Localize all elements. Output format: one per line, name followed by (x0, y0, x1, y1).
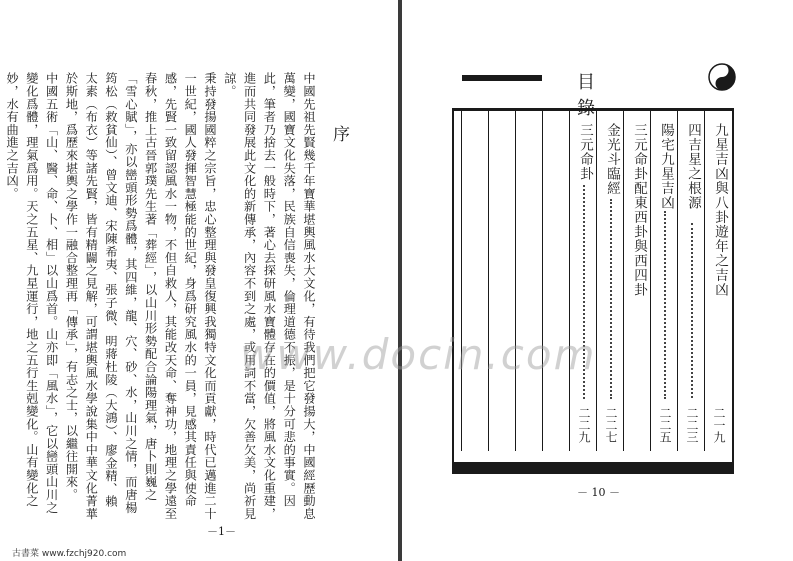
toc-entry-page: 二二三 (685, 407, 699, 443)
toc-entry-title: 陽宅九星吉凶 (658, 123, 674, 210)
toc-column (569, 111, 597, 451)
contents-page (402, 0, 793, 561)
toc-entry-page: 二二五 (658, 407, 672, 443)
preface-body (5, 72, 318, 520)
contents-table (452, 108, 734, 471)
preface-paragraph: 秉持發揚國粹之宗旨，忠心整理與發皇復興我獨特文化而貢獻，時代已邁進二十一世紀，國人發揮智慧極能的世紀，身爲研究風水的一員，見感其責任與使命感，先賢一致留認風水一物，不但自救人，其能改天命、奪神功，地理之學遠至春秋，推上古晉郭璞先生著「葬經」，以山川形勢配合論陽理氣，唐卜則巍之「雪心賦」，亦以巒頭形勢爲體，其四維，龍、穴、砂、水，山川之情，而唐楊筠松（救貧仙）、曾文迪、宋陳希夷、張子微、明蔣杜陵（大鴻）、廖金精、賴太素（布衣）等諸先賢，皆有精闢之見解，可謂堪輿風水學說集中中華文化菁華於斯地，爲歷來堪輿之學作一融合整理再「傳承」，有志之士，以繼往開來。 (64, 72, 218, 520)
toc-column (704, 111, 732, 451)
contents-header (462, 63, 742, 119)
contents-title: 目 錄 (577, 72, 643, 119)
toc-column-empty (461, 111, 489, 451)
preface-paragraph: 中國五術「山、醫、命、卜、相」以山爲首。山亦即「風水」，它以巒頭山川之變化爲體，理氣爲用。天之五星、九星運行，地之五行生剋變化。山有變化之妙，水有曲進之吉凶。 (5, 72, 59, 514)
toc-entry-title: 四吉星之根源 (685, 123, 701, 210)
preface-page-number: －1－ (207, 525, 236, 538)
preface-paragraph: 中國先祖先賢幾千年寶華堪輿風水大文化，有待我們把它發揚大，中國經歷動息萬變，國寶文化失落，民族自信喪失，倫理道德不振，是十分可悲的事實。因此，筆者乃捨去一般時下，著心去探研風水寶體存在的價值，將風水文化重建，進而共同發展此文化的新傳承，內容不到之處，或用詞不當，欠善欠美，尚祈見諒。 (222, 72, 316, 520)
toc-column (650, 111, 678, 451)
contents-bottom-bar (452, 462, 734, 474)
header-decoration-bar (462, 75, 542, 81)
toc-column (623, 111, 651, 451)
toc-entry-title: 三元命卦配東西卦與西四卦 (631, 123, 647, 297)
toc-leader-dots (664, 211, 666, 399)
toc-leader-dots (691, 223, 693, 398)
taichi-icon (708, 63, 736, 91)
toc-leader-dots (610, 199, 612, 399)
contents-page-number: － 10 － (577, 486, 620, 499)
toc-entry-title: 金光斗臨經 (604, 123, 620, 196)
footer-site-text: 古書菜 www.fzchj920.com (12, 549, 127, 559)
toc-column-empty (515, 111, 543, 451)
toc-column-empty (488, 111, 516, 451)
toc-entry-page: 二二七 (604, 407, 618, 443)
toc-entry-title: 三元命卦 (577, 123, 593, 181)
preface-title: 序 (329, 125, 349, 142)
toc-entry-title: 九星吉凶與八卦遊年之吉凶 (712, 123, 728, 297)
watermark-text: www.docin.com (240, 330, 597, 379)
toc-column-empty (542, 111, 570, 451)
toc-entry-page: 二二九 (577, 407, 591, 443)
toc-column (596, 111, 624, 451)
toc-entry-page: 二一九 (712, 407, 726, 443)
toc-column (677, 111, 705, 451)
